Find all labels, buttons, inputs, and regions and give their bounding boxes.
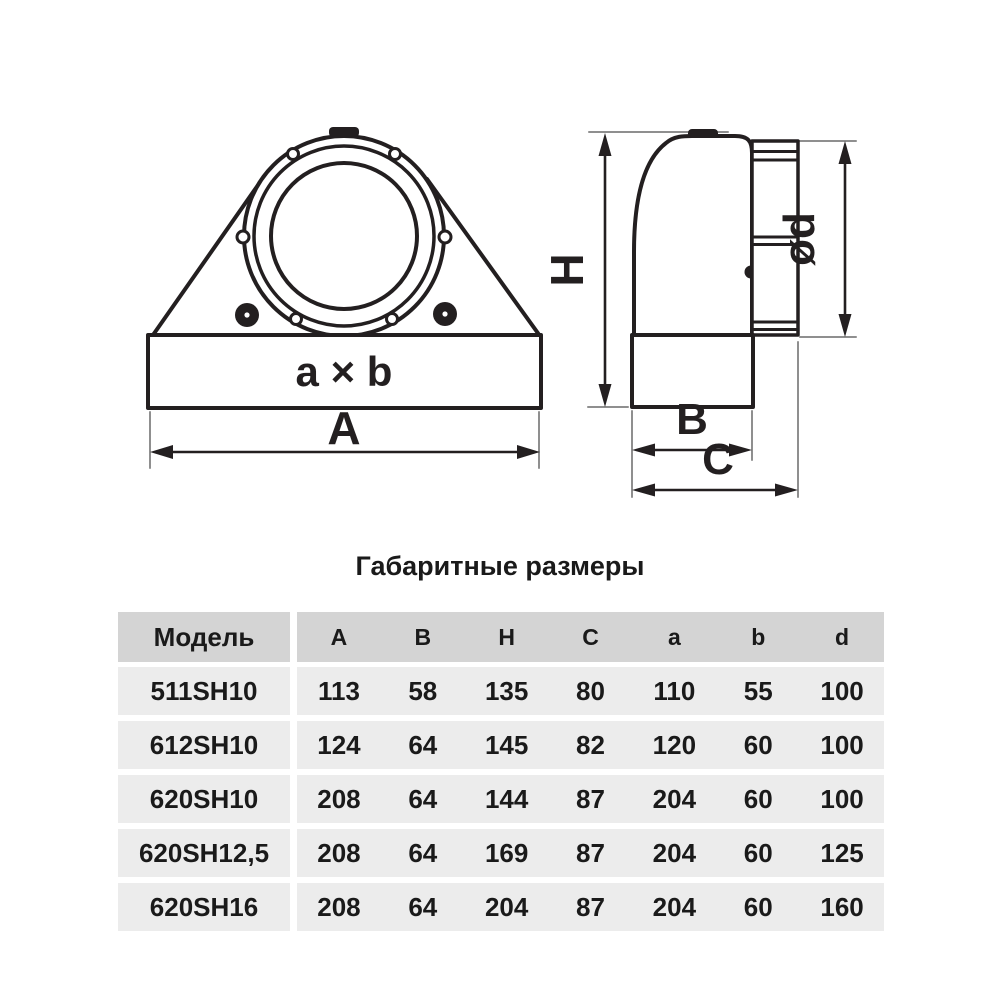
elbow-body [634, 136, 752, 335]
value-cell: 87 [576, 891, 605, 922]
duct-size-label: a × b [295, 348, 393, 395]
front-top-tab [329, 127, 359, 137]
value-cell: 204 [652, 891, 697, 922]
dimension-H-label: H [541, 253, 593, 287]
table-row [118, 829, 884, 877]
dimension-A [150, 402, 540, 468]
value-cell: 64 [408, 837, 438, 868]
column-header-b: b [751, 623, 766, 650]
dimension-H [541, 133, 628, 407]
values-block [297, 775, 884, 823]
table-row [118, 775, 884, 823]
mounting-hole-right [433, 302, 457, 326]
value-cell: 100 [820, 675, 864, 706]
dimensions-table [118, 612, 884, 937]
value-cell: 110 [653, 675, 696, 706]
value-cell: 169 [484, 837, 529, 868]
page-title: Габаритные размеры [355, 551, 645, 581]
value-cell: 113 [317, 675, 360, 706]
value-cell: 64 [408, 891, 438, 922]
value-cell: 87 [576, 783, 605, 814]
model-cell: 511SH10 [118, 667, 290, 715]
value-cell: 100 [820, 783, 864, 814]
value-cell: 208 [317, 837, 361, 868]
dimension-B [632, 395, 752, 497]
value-cell: 87 [576, 837, 605, 868]
value-cell: 208 [317, 891, 361, 922]
value-cell: 82 [576, 729, 605, 760]
value-cell: 120 [652, 729, 697, 760]
dimension-A-label: A [327, 402, 361, 454]
value-cell: 160 [820, 891, 864, 922]
mounting-hole-left [235, 303, 259, 327]
values-block [297, 667, 884, 715]
model-cell: 620SH10 [118, 775, 290, 823]
dimension-B-label: B [676, 395, 708, 444]
values-block [297, 883, 884, 931]
values-block [297, 829, 884, 877]
value-cell: 60 [743, 783, 773, 814]
value-cell: 60 [743, 729, 773, 760]
value-cell: 58 [408, 675, 438, 706]
value-cell: 60 [743, 891, 773, 922]
column-header-H: H [498, 623, 515, 650]
value-cell: 125 [820, 837, 864, 868]
side-top-tab [688, 129, 718, 138]
column-header-d: d [835, 623, 850, 650]
value-cell: 100 [820, 729, 864, 760]
value-cell: 204 [652, 837, 697, 868]
value-cell: 64 [408, 729, 438, 760]
value-cell: 124 [317, 729, 361, 760]
value-cell: 64 [408, 783, 438, 814]
dimension-C-label: C [702, 435, 734, 484]
value-cell: 80 [576, 675, 605, 706]
model-cell: 620SH16 [118, 883, 290, 931]
side-view [541, 129, 856, 497]
header-values-block [297, 612, 884, 662]
column-header-A: A [330, 623, 348, 650]
table-row [118, 667, 884, 715]
value-cell: 60 [743, 837, 773, 868]
value-cell: 145 [484, 729, 529, 760]
value-cell: 135 [484, 675, 529, 706]
column-header-B: B [414, 623, 432, 650]
table-row [118, 883, 884, 931]
value-cell: 204 [652, 783, 697, 814]
front-view [148, 127, 541, 468]
table-row [118, 721, 884, 769]
values-block [297, 721, 884, 769]
column-header-a: a [667, 623, 681, 650]
column-header-C: C [582, 623, 599, 650]
table-header-row [118, 612, 884, 662]
inner-ring [271, 163, 417, 309]
value-cell: 55 [743, 675, 773, 706]
model-cell: 620SH12,5 [118, 829, 290, 877]
model-cell: 612SH10 [118, 721, 290, 769]
model-column-header: Модель [118, 612, 290, 662]
value-cell: 144 [484, 783, 529, 814]
value-cell: 208 [317, 783, 361, 814]
value-cell: 204 [484, 891, 529, 922]
dimension-d-label: ød [775, 212, 824, 266]
